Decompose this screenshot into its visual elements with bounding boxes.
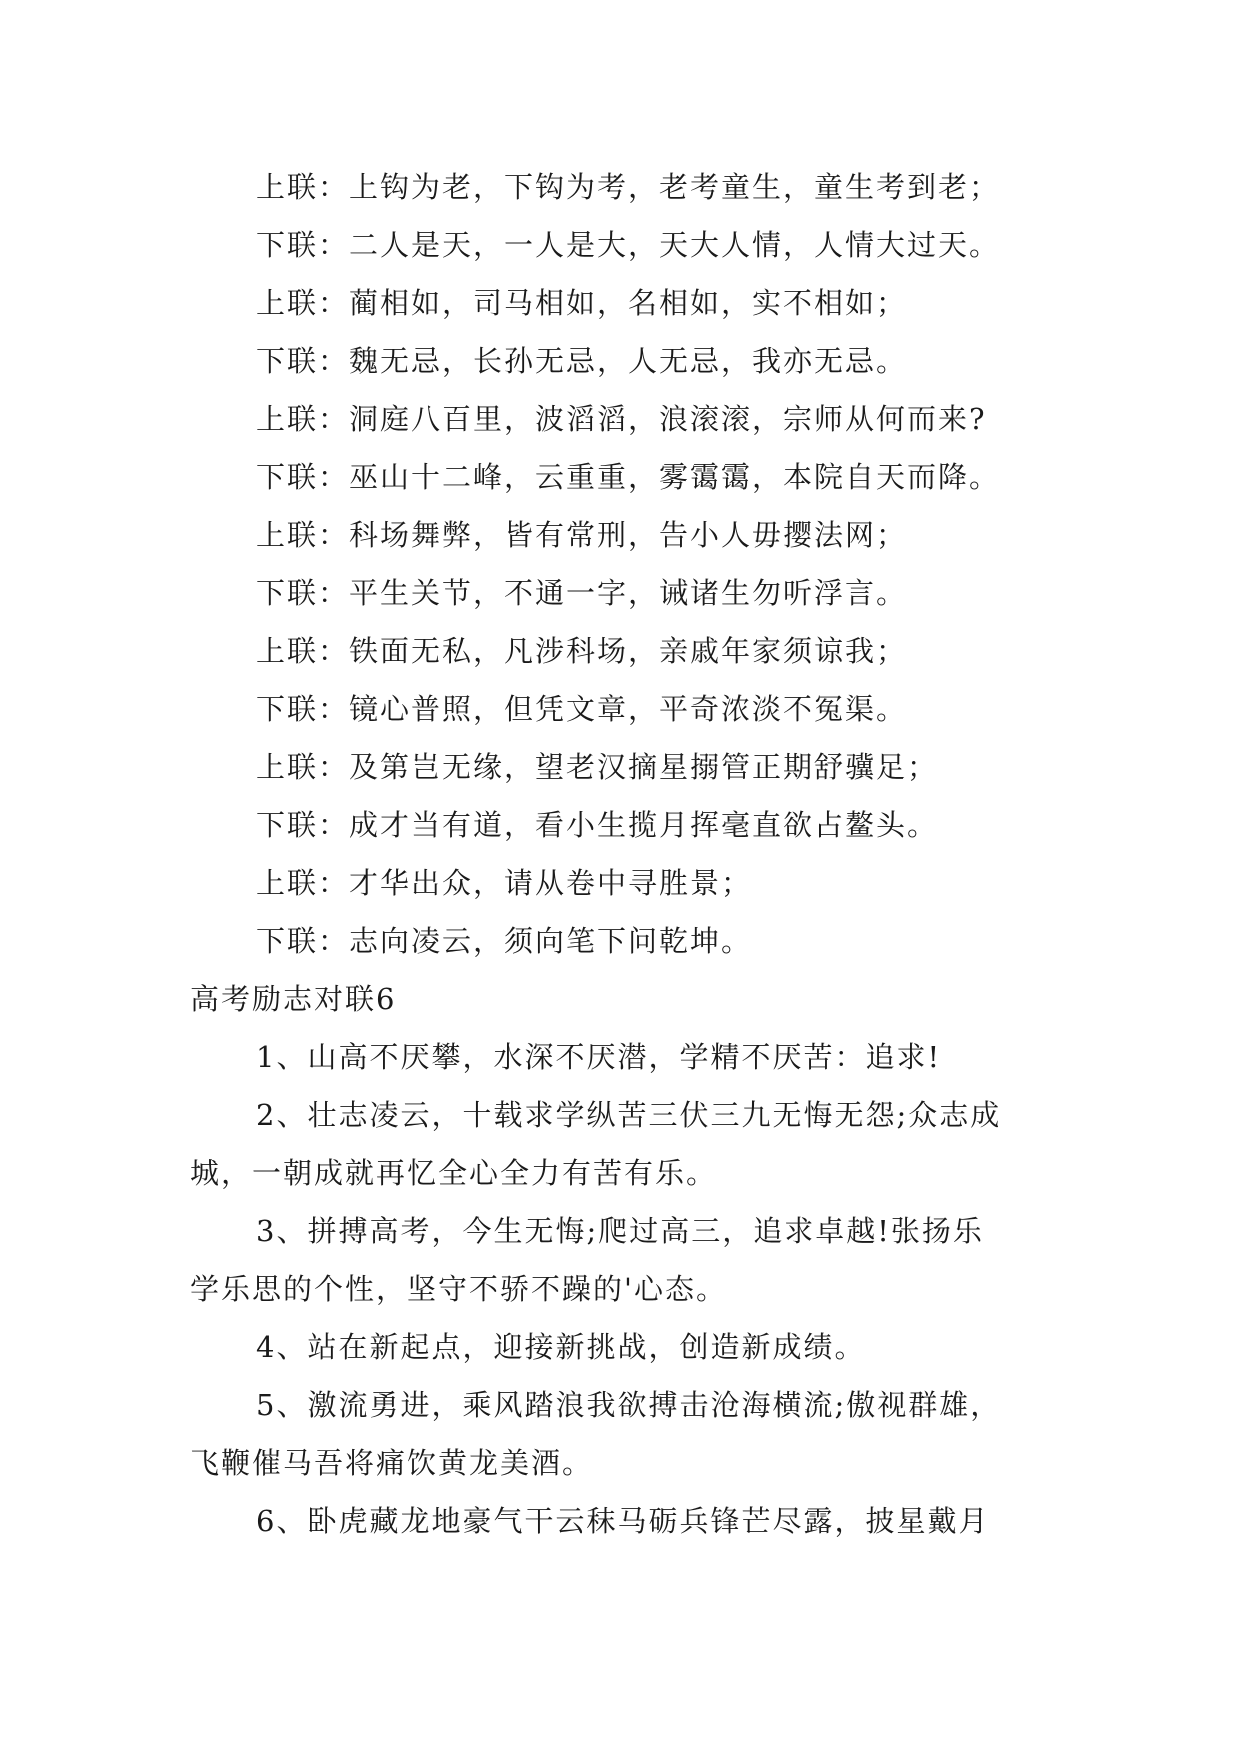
list-item: 1、山高不厌攀，水深不厌潜，学精不厌苦：追求!: [256, 1040, 942, 1074]
couplet-line: 下联：魏无忌，长孙无忌，人无忌，我亦无忌。: [256, 344, 908, 378]
list-item: 5、激流勇进，乘风踏浪我欲搏击沧海横流;傲视群雄，: [256, 1388, 1002, 1422]
couplet-line: 下联：二人是天，一人是大，天大人情，人情大过天。: [256, 228, 1001, 262]
couplet-line: 上联：洞庭八百里，波滔滔，浪滚滚，宗师从何而来?: [256, 402, 987, 436]
couplet-line: 上联：蔺相如，司马相如，名相如，实不相如；: [256, 286, 908, 320]
list-item: 2、壮志凌云，十载求学纵苦三伏三九无悔无怨;众志成: [256, 1098, 1002, 1132]
couplet-line: 下联：成才当有道，看小生揽月挥毫直欲占鳌头。: [256, 808, 939, 842]
couplet-line: 上联：科场舞弊，皆有常刑，告小人毋撄法网；: [256, 518, 908, 552]
list-item: 6、卧虎藏龙地豪气干云秣马砺兵锋芒尽露，披星戴月: [256, 1504, 990, 1538]
list-item: 3、拼搏高考，今生无悔;爬过高三，追求卓越!张扬乐: [256, 1214, 984, 1248]
list-item-continuation: 学乐思的个性，坚守不骄不躁的'心态。: [190, 1272, 727, 1306]
couplet-line: 上联：铁面无私，凡涉科场，亲戚年家须谅我；: [256, 634, 908, 668]
list-item-continuation: 城，一朝成就再忆全心全力有苦有乐。: [190, 1156, 718, 1190]
list-item-continuation: 飞鞭催马吾将痛饮黄龙美酒。: [190, 1446, 594, 1480]
couplet-line: 下联：志向凌云，须向笔下问乾坤。: [256, 924, 753, 958]
couplet-line: 上联：才华出众，请从卷中寻胜景；: [256, 866, 753, 900]
couplet-line: 下联：巫山十二峰，云重重，雾霭霭，本院自天而降。: [256, 460, 1001, 494]
couplet-line: 上联：上钩为老，下钩为考，老考童生，童生考到老；: [256, 170, 1001, 204]
section-heading: 高考励志对联6: [190, 982, 397, 1016]
couplet-line: 下联：平生关节，不通一字，诫诸生勿听浮言。: [256, 576, 908, 610]
list-item: 4、站在新起点，迎接新挑战，创造新成绩。: [256, 1330, 866, 1364]
couplet-line: 上联：及第岂无缘，望老汉摘星搦管正期舒骥足；: [256, 750, 939, 784]
couplet-line: 下联：镜心普照，但凭文章，平奇浓淡不冤渠。: [256, 692, 908, 726]
